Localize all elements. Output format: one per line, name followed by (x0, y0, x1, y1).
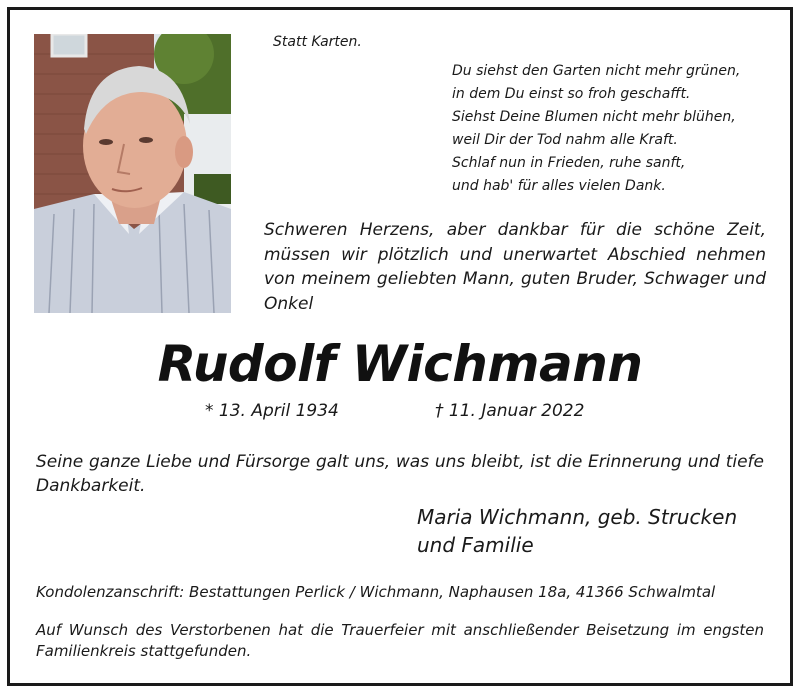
deceased-name: Rudolf Wichmann (157, 335, 643, 393)
condolence-address: Kondolenzanschrift: Bestattungen Perlick / Wichmann, Naphausen 18a, 41366 Schwalmtal (36, 583, 716, 601)
signature (417, 503, 737, 559)
poem-line: in dem Du einst so froh geschafft. (452, 86, 691, 102)
poem (452, 60, 740, 198)
statt-karten: Statt Karten. (273, 34, 362, 50)
intro-text: Schweren Herzens, aber dankbar für die schöne Zeit, müssen wir plötzlich und unerwartet Abschied nehmen von meinem geliebten Mann, guten Bruder, Schwager und Onkel (264, 220, 766, 314)
memorial-text: Seine ganze Liebe und Fürsorge galt uns, was uns bleibt, ist die Erinnerung und tiefe Dankbarkeit. (36, 452, 764, 496)
signature-line: Maria Wichmann, geb. Strucken (417, 505, 738, 529)
poem-line: weil Dir der Tod nahm alle Kraft. (452, 132, 678, 148)
signature-line: und Familie (417, 533, 534, 557)
portrait-photo (34, 34, 231, 313)
poem-line: Du siehst den Garten nicht mehr grünen, (452, 63, 741, 79)
birth-date: * 13. April 1934 (205, 401, 339, 421)
poem-line: Schlaf nun in Frieden, ruhe sanft, (452, 155, 686, 171)
funeral-note: Auf Wunsch des Verstorbenen hat die Trauerfeier mit anschließender Beisetzung im engsten Familienkreis stattgefunden. (36, 621, 764, 660)
death-date: † 11. Januar 2022 (435, 401, 585, 421)
poem-line: und hab' für alles vielen Dank. (452, 178, 666, 194)
poem-line: Siehst Deine Blumen nicht mehr blühen, (452, 109, 736, 125)
